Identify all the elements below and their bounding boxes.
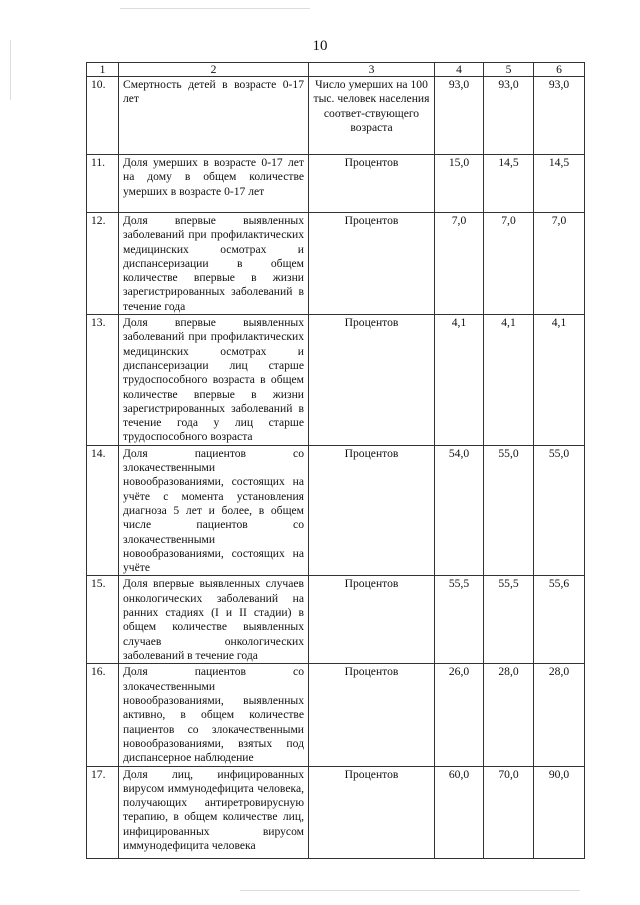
- row-number: 17.: [87, 766, 119, 858]
- indicator-name: Доля пациентов со злокачественными новообразованиями, выявленных активно, в общем количестве пациентов со злокачественными новообразованиями, взятых под диспансерное наблюдение: [119, 664, 309, 766]
- row-number: 10.: [87, 77, 119, 155]
- indicator-name: Доля лиц, инфицированных вирусом иммунодефицита человека, получающих антиретровирусную терапию, в общем количестве лиц, инфицированных вирусом иммунодефицита человека: [119, 766, 309, 858]
- header-col-6: 6: [534, 63, 585, 77]
- row-number: 11.: [87, 155, 119, 213]
- row-number: 13.: [87, 315, 119, 446]
- header-col-2: 2: [119, 63, 309, 77]
- value-col-5: 55,0: [484, 445, 534, 576]
- value-col-6: 55,6: [534, 576, 585, 664]
- table-row: [87, 155, 585, 213]
- value-col-5: 7,0: [484, 213, 534, 315]
- row-number: 15.: [87, 576, 119, 664]
- value-col-6: 90,0: [534, 766, 585, 858]
- unit-cell: Процентов: [309, 213, 435, 315]
- header-col-3: 3: [309, 63, 435, 77]
- value-col-4: 54,0: [435, 445, 484, 576]
- value-col-4: 26,0: [435, 664, 484, 766]
- page-number: 10: [312, 38, 328, 54]
- row-number: 12.: [87, 213, 119, 315]
- row-number: 14.: [87, 445, 119, 576]
- value-col-5: 4,1: [484, 315, 534, 446]
- unit-cell: Процентов: [309, 315, 435, 446]
- indicator-name: Доля впервые выявленных случаев онкологических заболеваний на ранних стадиях (I и II стадии) в общем количестве выявленных случаев онкологических заболеваний в течение года: [119, 576, 309, 664]
- value-col-5: 55,5: [484, 576, 534, 664]
- scan-artifact-bottom: [240, 890, 580, 891]
- value-col-6: 4,1: [534, 315, 585, 446]
- indicator-name: Доля впервые выявленных заболеваний при профилактических медицинских осмотрах и диспансеризации лиц старше трудоспособного возраста в общем количестве впервые в жизни зарегистрированных заболеваний в течение года у лиц старше трудоспособного возраста: [119, 315, 309, 446]
- value-col-5: 28,0: [484, 664, 534, 766]
- table-row: [87, 77, 585, 155]
- value-col-4: 55,5: [435, 576, 484, 664]
- value-col-6: 55,0: [534, 445, 585, 576]
- indicator-name: Доля пациентов со злокачественными новообразованиями, состоящих на учёте с момента установления диагноза 5 лет и более, в общем числе пациентов со злокачественными новообразованиями, состоящих на учёте: [119, 445, 309, 576]
- value-col-4: 4,1: [435, 315, 484, 446]
- value-col-4: 7,0: [435, 213, 484, 315]
- value-col-5: 70,0: [484, 766, 534, 858]
- unit-cell: Процентов: [309, 576, 435, 664]
- row-number: 16.: [87, 664, 119, 766]
- table-row: [87, 445, 585, 576]
- value-col-5: 14,5: [484, 155, 534, 213]
- indicator-name: Смертность детей в возрасте 0-17 лет: [119, 77, 309, 155]
- value-col-5: 93,0: [484, 77, 534, 155]
- value-col-6: 28,0: [534, 664, 585, 766]
- header-col-5: 5: [484, 63, 534, 77]
- table-header-row: [87, 63, 585, 77]
- header-col-1: 1: [87, 63, 119, 77]
- value-col-4: 93,0: [435, 77, 484, 155]
- value-col-4: 15,0: [435, 155, 484, 213]
- table-row: [87, 213, 585, 315]
- indicator-name: Доля умерших в возрасте 0-17 лет на дому в общем количестве умерших в возрасте 0-17 лет: [119, 155, 309, 213]
- header-col-4: 4: [435, 63, 484, 77]
- table-row: [87, 766, 585, 858]
- scan-artifact-left: [10, 40, 11, 100]
- indicator-name: Доля впервые выявленных заболеваний при профилактических медицинских осмотрах и диспансеризации в общем количестве впервые в жизни зарегистрированных заболеваний в течение года: [119, 213, 309, 315]
- value-col-6: 14,5: [534, 155, 585, 213]
- unit-cell: Процентов: [309, 445, 435, 576]
- value-col-4: 60,0: [435, 766, 484, 858]
- table-row: [87, 664, 585, 766]
- unit-cell: Процентов: [309, 664, 435, 766]
- value-col-6: 93,0: [534, 77, 585, 155]
- unit-cell: Процентов: [309, 766, 435, 858]
- table-row: [87, 576, 585, 664]
- table-row: [87, 315, 585, 446]
- value-col-6: 7,0: [534, 213, 585, 315]
- scan-artifact-top: [120, 8, 310, 9]
- unit-cell: Процентов: [309, 155, 435, 213]
- unit-cell: Число умерших на 100 тыс. человек населения соответ-ствующего возраста: [309, 77, 435, 155]
- indicators-table: [86, 62, 585, 859]
